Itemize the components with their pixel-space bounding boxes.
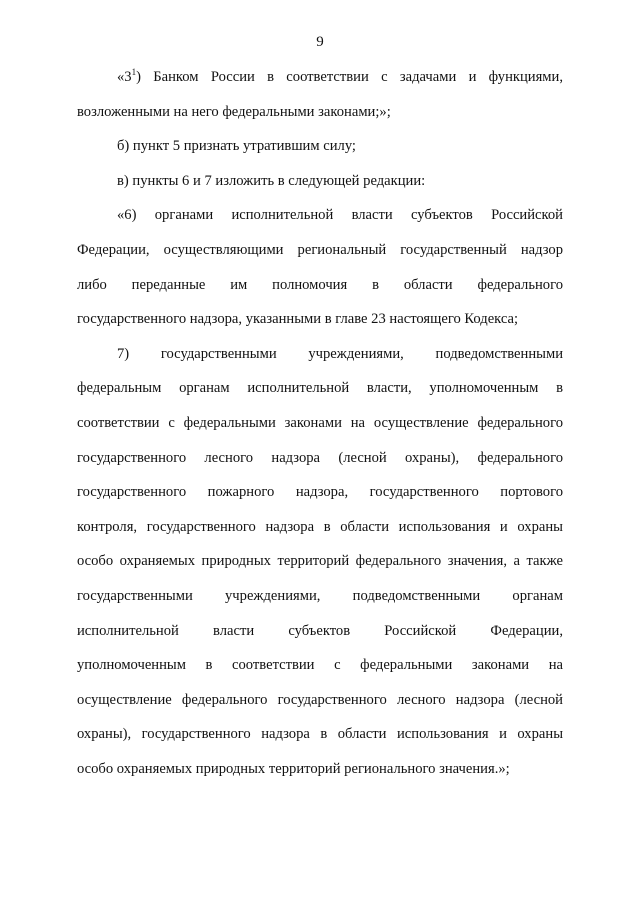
document-body	[77, 60, 563, 786]
text-line: федеральным органам исполнительной власти, уполномоченным в	[77, 380, 563, 397]
page-number: 9	[316, 34, 324, 50]
text-line: государственного надзора, указанными в главе 23 настоящего Кодекса;	[77, 311, 519, 328]
text-line: 7) государственными учреждениями, подведомственными	[117, 345, 563, 362]
paragraph-7	[77, 337, 563, 787]
text-line: государственного пожарного надзора, государственного портового	[77, 484, 563, 501]
text-line: б) пункт 5 признать утратившим силу;	[117, 138, 356, 155]
text-line: уполномоченным в соответствии с федеральными законами на	[77, 657, 563, 674]
text-line: контроля, государственного надзора в области использования и охраны	[77, 518, 563, 535]
text-line	[77, 60, 563, 95]
text-line: Федерации, осуществляющими региональный государственный надзор	[77, 241, 563, 258]
text-line: соответствии с федеральными законами на осуществление федерального	[77, 414, 563, 431]
text-fragment: «3	[117, 69, 132, 85]
text-fragment: ) Банком России в соответствии с задачами и функциями,	[136, 69, 563, 85]
text-line: исполнительной власти субъектов Российской Федерации,	[77, 622, 563, 639]
text-line: осуществление федерального государственного лесного надзора (лесной	[77, 691, 563, 708]
paragraph-v	[77, 164, 563, 199]
text-line: «6) органами исполнительной власти субъектов Российской	[117, 207, 563, 224]
text-line: государственными учреждениями, подведомственными органам	[77, 587, 563, 604]
text-line: в) пункты 6 и 7 изложить в следующей редакции:	[117, 172, 426, 189]
text-line: охраны), государственного надзора в области использования и охраны	[77, 726, 563, 743]
superscript: 1	[131, 67, 137, 77]
text-line: государственного лесного надзора (лесной охраны), федерального	[77, 449, 563, 466]
text-line: возложенными на него федеральными законами;»;	[77, 103, 391, 120]
text-line: особо охраняемых природных территорий федерального значения, а также	[77, 553, 563, 570]
text-line: особо охраняемых природных территорий регионального значения.»;	[77, 760, 510, 777]
text-line: либо переданные им полномочия в области федерального	[77, 276, 563, 293]
paragraph-3-1	[77, 60, 563, 129]
paragraph-b	[77, 129, 563, 164]
paragraph-6	[77, 198, 563, 336]
